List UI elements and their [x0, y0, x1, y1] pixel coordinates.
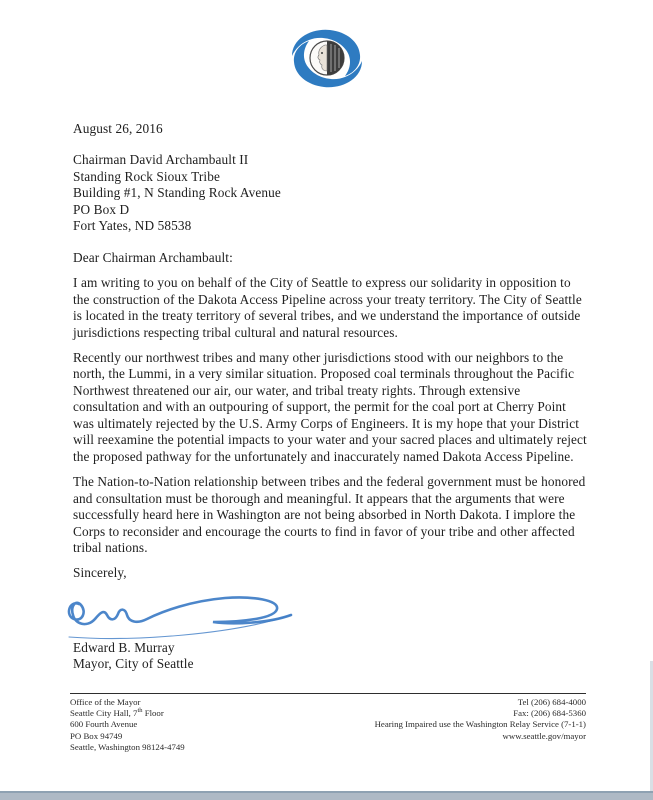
paragraph-1: I am writing to you on behalf of the City of Seattle to express our solidarity in opposition to the construction of the Dakota Access Pipeline across your treaty territory. The City of Seattle is located in the treaty territory of several tribes, and we understand the importance of outside jurisdictions respecting tribal cultural and natural resources.	[73, 275, 582, 340]
recipient-line: Chairman David Archambault II	[73, 152, 249, 168]
closing: Sincerely,	[73, 565, 127, 581]
city-of-seattle-logo	[285, 25, 369, 93]
footer-hall-post: Floor	[142, 708, 164, 719]
footer-relay: Hearing Impaired use the Washington Relay Service (7-1-1)	[374, 719, 586, 730]
signer-title: Mayor, City of Seattle	[73, 656, 194, 672]
footer-website: www.seattle.gov/mayor	[502, 730, 586, 741]
seattle-seal-icon	[285, 25, 369, 93]
signer-name: Edward B. Murray	[73, 639, 175, 655]
paragraph-3: The Nation-to-Nation relationship between tribes and the federal government must be honored and consultation must be thorough and meaningful. It appears that the arguments that were successfully heard here in Washington are not being absorbed in North Dakota. I implore the Corps to reconsider and encourage the courts to find in favor of your tribe and other affected tribal nations.	[73, 474, 586, 555]
footer-office: Office of the Mayor	[70, 697, 141, 707]
recipient-line: Fort Yates, ND 58538	[73, 218, 192, 234]
recipient-line: Building #1, N Standing Rock Avenue	[73, 185, 281, 201]
footer-pobox: PO Box 94749	[70, 730, 123, 741]
footer-hall-line	[70, 708, 185, 719]
footer-street: 600 Fourth Avenue	[70, 719, 138, 730]
letterhead-footer	[70, 693, 586, 753]
recipient-address-block	[73, 152, 589, 234]
footer-contact-column	[375, 697, 586, 753]
paragraph-2: Recently our northwest tribes and many other jurisdictions stood with our neighbors to the north, the Lummi, in a very similar situation. Proposed coal terminals throughout the Pacific Northwest threatened our air, our water, and tribal treaty rights. Through extensive consultation and with an outpouring of support, the permit for the coal port at Cherry Point was ultimately rejected by the U.S. Army Corps of Engineers. It is my hope that your District will reexamine the potential impacts to your water and your sacred places and ultimately reject the proposed pathway for the unfortunately and inaccurately named Dakota Access Pipeline.	[73, 349, 587, 464]
signature-block	[73, 586, 589, 644]
footer-fax: Fax: (206) 684-5360	[513, 708, 586, 719]
handwritten-signature	[63, 588, 313, 648]
footer-hall-sup: th	[137, 707, 143, 715]
recipient-line: PO Box D	[73, 201, 130, 217]
letter-date: August 26, 2016	[73, 121, 163, 136]
footer-hall-pre: Seattle City Hall, 7	[70, 708, 138, 719]
footer-city: Seattle, Washington 98124-4749	[70, 741, 185, 752]
letter-body	[73, 121, 589, 673]
scan-edge-bottom	[0, 791, 653, 800]
footer-address-column	[70, 697, 185, 753]
footer-tel: Tel (206) 684-4000	[517, 697, 586, 707]
recipient-line: Standing Rock Sioux Tribe	[73, 168, 220, 184]
salutation: Dear Chairman Archambault:	[73, 249, 233, 265]
